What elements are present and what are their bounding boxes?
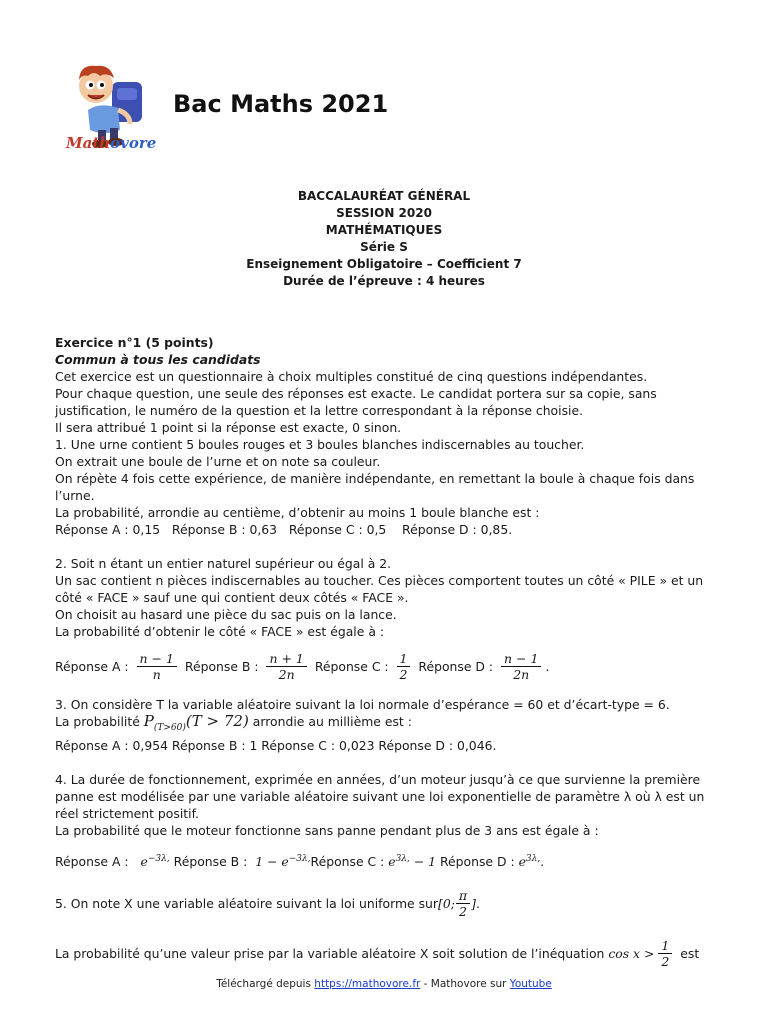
q4-answer-c-expr	[388, 851, 436, 870]
mathovore-link[interactable]: https://mathovore.fr	[314, 978, 421, 990]
q2-answer-c-fraction	[397, 651, 411, 682]
prob-subscript: (T>60)	[153, 723, 186, 733]
q4-answers	[55, 839, 705, 883]
q2-answer-a-fraction	[137, 651, 177, 682]
prob-symbol: P	[143, 712, 154, 730]
exam-title-line: Durée de l’épreuve : 4 heures	[283, 274, 485, 288]
footer-prefix: Téléchargé depuis	[216, 978, 315, 990]
intro-line: Pour chaque question, une seule des réponses est exacte. Le candidat portera sur sa copie, sans	[55, 386, 657, 401]
frac-num: n + 1	[266, 651, 306, 667]
q1-answers: Réponse A : 0,15 Réponse B : 0,63 Réponse C : 0,5 Réponse D : 0,85.	[55, 522, 513, 537]
q4-answer-b-expr	[255, 851, 310, 870]
q4-line: La probabilité que le moteur fonctionne sans panne pendant plus de 3 ans est égale à :	[55, 823, 599, 838]
exercise-subtitle: Commun à tous les candidats	[55, 352, 261, 367]
frac-num: 1	[397, 651, 411, 667]
q5-interval-close: ].	[471, 895, 480, 911]
q2-answer-c-label: Réponse C :	[310, 658, 393, 674]
frac-num: n − 1	[137, 651, 177, 667]
exam-title-line: Enseignement Obligatoire – Coefficient 7	[246, 257, 522, 271]
q2-answers	[55, 646, 705, 686]
expr-base: e	[518, 854, 526, 870]
q2-answer-d-label: Réponse D :	[414, 658, 498, 674]
q5-interval-fraction	[456, 888, 470, 919]
exercise-title: Exercice n°1 (5 points)	[55, 335, 214, 350]
exam-title-line: Série S	[360, 240, 408, 254]
q5-text2: La probabilité qu’une valeur prise par la variable aléatoire X soit solution de l’inéquation	[55, 945, 609, 961]
prob-argument: (T > 72)	[185, 712, 249, 730]
exam-title-line: BACCALAURÉAT GÉNÉRAL	[297, 189, 471, 203]
expr-exponent: 3λ,	[395, 854, 410, 865]
q2-answer-a-label: Réponse A :	[55, 658, 133, 674]
frac-num: 1	[658, 938, 672, 954]
q3-answers: Réponse A : 0,954 Réponse B : 1 Réponse C : 0,023 Réponse D : 0,046.	[55, 738, 497, 753]
logo-word-ovore: ovore	[110, 134, 157, 152]
logo-wordmark	[66, 134, 156, 152]
expr-exponent: −3λ,	[288, 854, 311, 865]
youtube-link[interactable]: Youtube	[509, 978, 552, 990]
expr-base: 1 − e	[255, 854, 289, 870]
intro-line: Cet exercice est un questionnaire à choix multiples constitué de cinq questions indépendantes.	[55, 369, 648, 384]
frac-den: 2	[399, 666, 408, 682]
q2-answer-b-label: Réponse B :	[180, 658, 263, 674]
q5-inequation: cos x >	[608, 945, 655, 961]
q4-answer-end: .	[540, 853, 545, 869]
q5-line1	[55, 883, 705, 923]
q1-line: On extrait une boule de l’urne et on note sa couleur.	[55, 454, 381, 469]
site-title: Bac Maths 2021	[173, 90, 389, 118]
exam-title-line: MATHÉMATIQUES	[325, 223, 443, 237]
expr-base: e	[388, 854, 396, 870]
q3-text-end: arrondie au millième est :	[248, 714, 412, 729]
mathovore-logo	[60, 58, 160, 156]
q4-line: 4. La durée de fonctionnement, exprimée en années, d’un moteur jusqu’à ce que survienne la première	[55, 772, 701, 787]
q2-line: 2. Soit n étant un entier naturel supérieur ou égal à 2.	[55, 556, 392, 571]
expr-tail: − 1	[409, 854, 437, 870]
q4-answer-d-label: Réponse D :	[436, 853, 519, 869]
q2-line: Un sac contient n pièces indiscernables au toucher. Ces pièces comportent toutes un côté « PILE » et un	[55, 573, 704, 588]
expr-exponent: −3λ,	[147, 854, 170, 865]
q3-prob	[143, 712, 249, 733]
frac-den: 2n	[278, 666, 295, 682]
q2-line: côté « FACE » sauf une qui contient deux côtés « FACE ».	[55, 590, 409, 605]
frac-num: n − 1	[501, 651, 541, 667]
q4-answer-c-label: Réponse C :	[310, 853, 389, 869]
q2-answer-b-fraction	[266, 651, 306, 682]
q2-line: La probabilité d’obtenir le côté « FACE » est égale à :	[55, 624, 385, 639]
q5-line2	[55, 933, 705, 973]
q4-answer-b-label: Réponse B :	[169, 853, 252, 869]
exam-title-line: SESSION 2020	[336, 206, 432, 220]
q4-line: panne est modélisée par une variable aléatoire suivant une loi exponentielle de paramètre λ où λ est un	[55, 789, 705, 804]
frac-den: 2	[459, 903, 467, 919]
q4-answer-d-expr	[519, 851, 541, 870]
page-footer	[0, 978, 768, 990]
q1-line: La probabilité, arrondie au centième, d’obtenir au moins 1 boule blanche est :	[55, 505, 540, 520]
frac-num: π	[456, 888, 470, 904]
frac-den: 2	[661, 953, 670, 969]
q4-answer-a-expr	[141, 851, 170, 870]
exercise-body	[55, 334, 705, 973]
q2-answer-end: .	[545, 658, 550, 674]
q2-answer-d-fraction	[501, 651, 541, 682]
exam-title-block	[0, 188, 768, 290]
q2-line: On choisit au hasard une pièce du sac puis on la lance.	[55, 607, 397, 622]
q3-line: 3. On considère T la variable aléatoire suivant la loi normale d’espérance = 60 et d’écart-type = 6.	[55, 697, 670, 712]
expr-exponent: 3λ,	[525, 854, 541, 865]
intro-line: justification, le numéro de la question et la lettre correspondant à la réponse choisie.	[55, 403, 584, 418]
footer-middle: - Mathovore sur	[420, 978, 510, 990]
q1-line: On répète 4 fois cette expérience, de manière indépendante, en remettant la boule à chaque fois dans	[55, 471, 695, 486]
q3-line2	[55, 713, 705, 737]
q5-ineq-fraction	[658, 938, 672, 969]
frac-den: 2n	[513, 666, 530, 682]
q1-line: 1. Une urne contient 5 boules rouges et 3 boules blanches indiscernables au toucher.	[55, 437, 585, 452]
q4-line: réel strictement positif.	[55, 806, 199, 821]
q3-text: La probabilité	[55, 714, 144, 729]
intro-line: Il sera attribué 1 point si la réponse est exacte, 0 sinon.	[55, 420, 402, 435]
q4-answer-a-label: Réponse A :	[55, 853, 133, 869]
q1-line: l’urne.	[55, 488, 95, 503]
frac-den: n	[152, 666, 161, 682]
q5-text-end: est	[676, 945, 700, 961]
logo-word-math: Math	[66, 134, 111, 152]
expr-base: e	[140, 854, 148, 870]
q5-interval-open: [0;	[438, 895, 455, 911]
q5-text: 5. On note X une variable aléatoire suivant la loi uniforme sur	[55, 895, 439, 911]
